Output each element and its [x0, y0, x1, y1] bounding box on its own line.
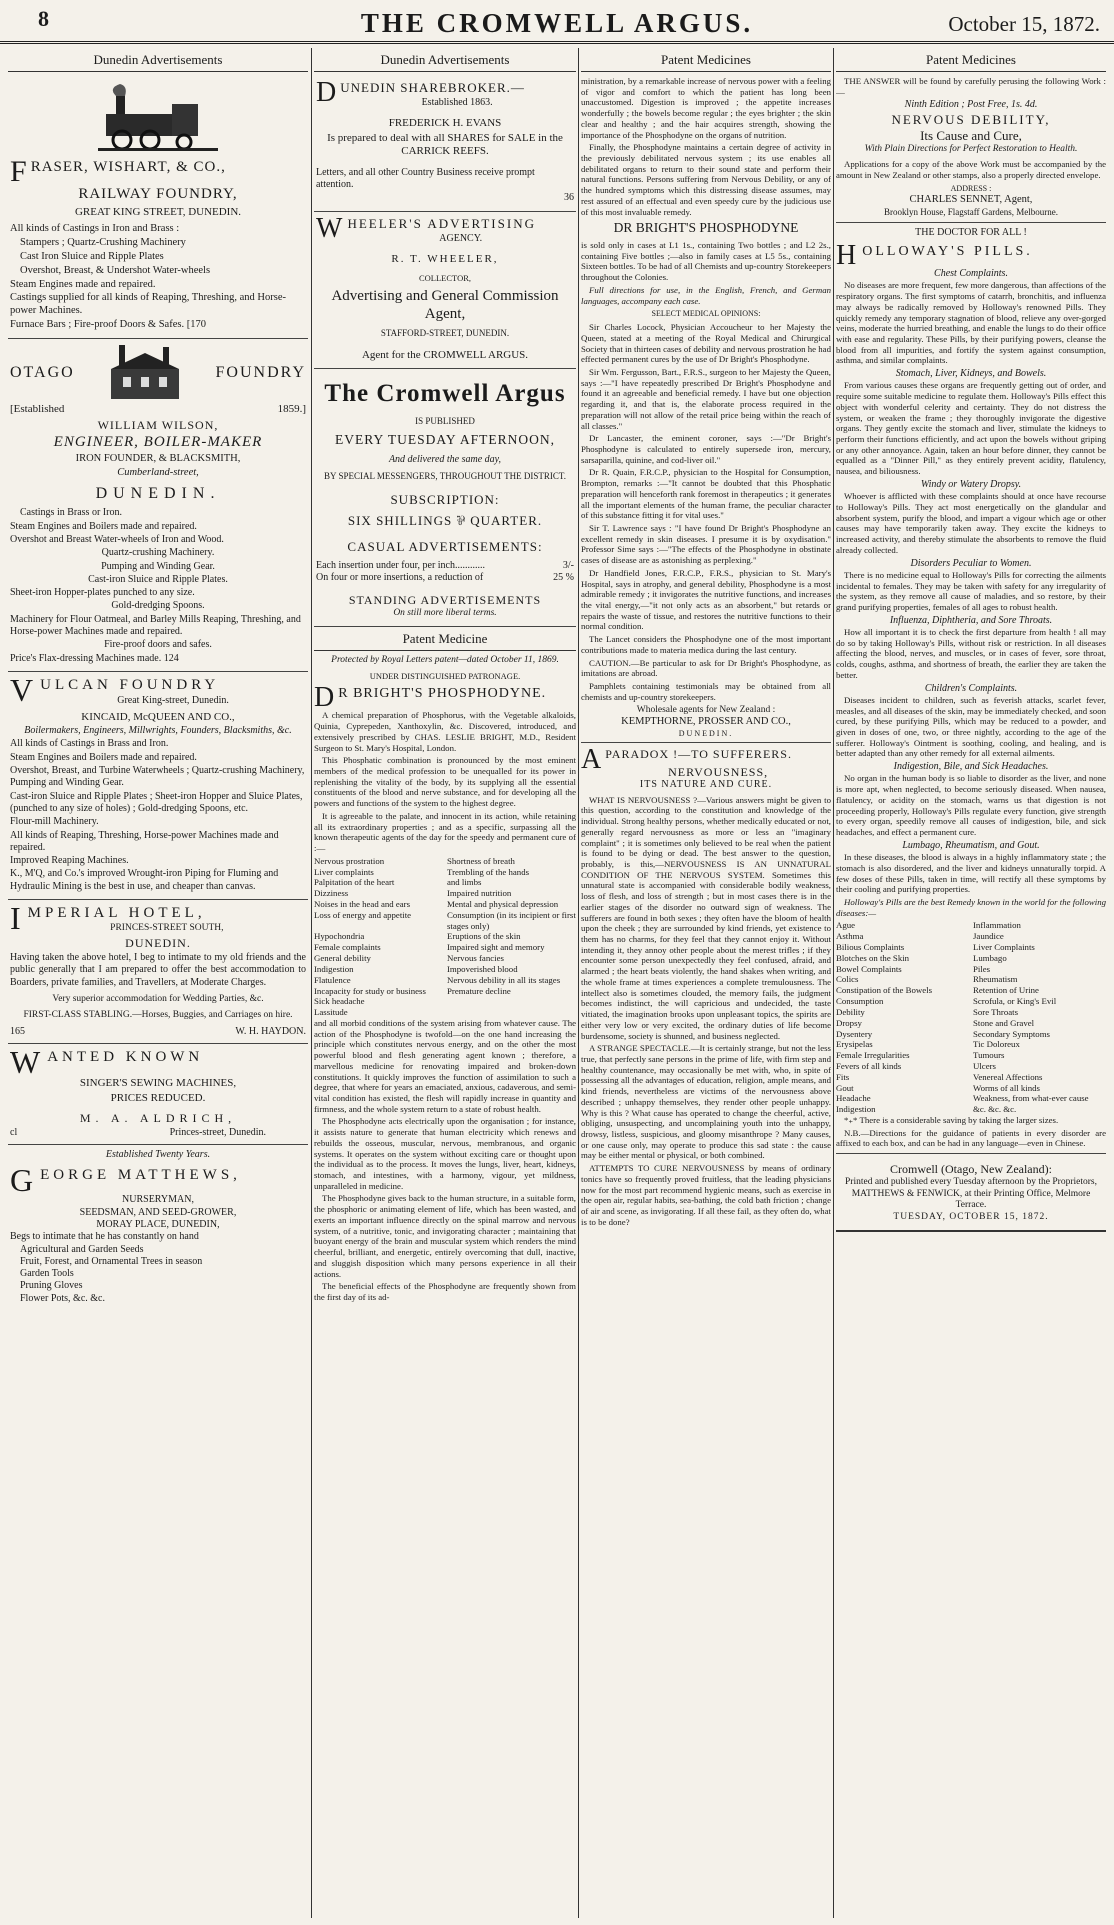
- list-item: Scrofula, or King's Evil: [973, 996, 1057, 1007]
- trades: Boilermakers, Engineers, Millwrights, Founders, Blacksmiths, &c.: [24, 725, 292, 737]
- article-paragraph: A STRANGE SPECTACLE.—It is certainly strange, but not the less true, that perfectly sane persons in the prime of life, with firm step and healthy countenance, may occasionally be met with, who, in spite of possessing all the advantages of education, religion, ample means, and kind friends, nevertheless are victims of the nervousness above described ; unhappy themselves, they render other people unhappy. Why is this ? What cause has operated to change the cheerful, active, obliging, unsuspecting, and uncomplaining youth into the unhappy, drowsy, listless, suspicious, and gloomy misanthrope ? Many causes, or one cause only, may operate to produce this sad state : the cause may be either mental or physical, or both combined.: [581, 1043, 831, 1161]
- article-paragraph: Applications for a copy of the above Work must be accompanied by the amount in New Zealand or other stamps, also a properly directed envelope.: [836, 159, 1106, 181]
- ad-line: Overshot and Breast Water-wheels of Iron and Wood.: [10, 533, 224, 545]
- ad-line: Stampers ; Quartz-Crushing Machinery: [20, 236, 186, 248]
- list-item: Tic Doloreux: [973, 1039, 1020, 1050]
- list-item: Asthma: [836, 931, 864, 942]
- owner-name: WILLIAM WILSON,: [97, 417, 219, 432]
- trade: ENGINEER, BOILER-MAKER: [53, 434, 263, 451]
- article-paragraph: THE ANSWER will be found by carefully perusing the following Work :—: [836, 75, 1106, 97]
- trade-secondary: IRON FOUNDER, & BLACKSMITH,: [75, 452, 241, 464]
- article-paragraph: *₊* There is a considerable saving by taking the larger sizes.: [844, 1115, 1059, 1126]
- opinion: Sir Charles Locock, Physician Accoucheur to her Majesty the Queen, stated at a meeting of the Royal Medical and Chirurgical Society that in thirteen cases of debility and nervous prostration he had effected permanent cures by the use of Dr Bright's Phosphodyne.: [581, 322, 831, 365]
- opinion: The Lancet considers the Phosphodyne one of the most important contributions made to materia medica during the last century.: [581, 634, 831, 655]
- article-paragraph: Finally, the Phosphodyne maintains a certain degree of activity in the previously debilitated nervous system ; its use enables all debilitated organs to return to their sound state and perform their natural functions. Persons suffering from Nervous Debility, or any of the hundred symptoms which this distressing disease assumes, may rest assured of an effectual and even speedy cure by the judicious use of this most invaluable remedy.: [581, 142, 831, 217]
- ad-line: Steam Engines and Boilers made and repaired.: [10, 751, 197, 763]
- imprint: [836, 1156, 1106, 1231]
- ad-line: Sheet-iron Hopper-plates punched to any size.: [10, 587, 195, 599]
- list-item: Colics: [836, 974, 859, 985]
- ad-line: Price's Flax-dressing Machines made. 124: [10, 652, 179, 664]
- list-item: Eruptions of the skin: [447, 931, 521, 942]
- ad-tag: cl: [10, 1127, 18, 1139]
- ad-line: All kinds of Castings in Iron and Brass :: [10, 222, 180, 234]
- cures-list: [314, 856, 576, 1018]
- list-item: Piles: [973, 963, 991, 974]
- rate-label: On four or more insertions, a reduction of: [316, 572, 484, 584]
- vulcan-foundry-ad: [8, 672, 308, 900]
- list-item: Gout: [836, 1082, 854, 1093]
- ad-line: Steam Engines made and repaired.: [10, 278, 156, 290]
- ad-line: Cast Iron Sluice and Ripple Plates: [20, 250, 164, 262]
- list-item: Lassitude: [314, 1007, 348, 1018]
- list-item: Sore Throats: [973, 1006, 1019, 1017]
- article-paragraph: How all important it is to check the first departure from health ! all may do so by taking Holloway's Pills, without risk or restriction. In all diseases affecting the blood, nerves, and muscles, or in cases of fever, sore throat, colds, coughs, asthma, and shortness of breath, the earlier they are taken the better.: [836, 626, 1106, 680]
- rate-label: Each insertion under four, per inch............: [316, 560, 485, 572]
- list-item: Indigestion: [836, 1104, 876, 1115]
- article-paragraph: Pamphlets containing testimonials may be obtained from all chemists and up-country storekeepers.: [581, 681, 831, 702]
- owner-name: FREDERICK H. EVANS: [388, 117, 502, 130]
- ad-line: SEEDSMAN, AND SEED-GROWER,: [79, 1206, 237, 1218]
- list-item: Bilious Complaints: [836, 942, 905, 953]
- list-item: Indigestion: [314, 963, 354, 974]
- article-paragraph: Whoever is afflicted with these complaints should at once have recourse to Holloway's Pills. They act most energetically on the glandular and absorbent system, purify the blood, and impart a vigour which age or other causes may have temporarily taken away. They excite the kidneys to increased activity, and thereby stimulate the absorbents to remove the fluid already collected.: [836, 491, 1106, 555]
- list-item: Ague: [836, 920, 856, 931]
- article-paragraph: There is no medicine equal to Holloway's Pills for correcting the ailments incidental to females. They may be taken with safety for any irregularity of the system, as they remove all cause of maladies, and so restore, by their grand purifying properties, females of all ages to robust health.: [836, 569, 1106, 612]
- list-item: and limbs: [447, 877, 482, 888]
- list-item: Fruit, Forest, and Ornamental Trees in season: [20, 1255, 203, 1267]
- drop-cap: G: [10, 1161, 38, 1198]
- article-paragraph: No organ in the human body is so liable to disorder as the liver, and none is more apt, when neglected, to become seriously diseased. When nausea, flatulency, or acidity on the stomach, warns us that digestion is not proceeding properly, Holloway's Pills regulate every function, give strength to every organ, speedily remove all causes of indigestion, bile, and sick headaches, and effect a permanent cure.: [836, 773, 1106, 838]
- ad-line: Quartz-crushing Machinery.: [101, 547, 215, 559]
- ad-line: IS PUBLISHED: [415, 416, 475, 427]
- owner-name: EORGE MATTHEWS,: [40, 1166, 241, 1183]
- list-item: Stone and Gravel: [973, 1017, 1035, 1028]
- article-paragraph: No diseases are more frequent, few more dangerous, than affections of the respiratory organs. The first symptoms of catarrh, bronchitis, and influenza may always be radically removed by Holloway's renowned Pills. They quickly remedy any temporary stagnation of blood, relieve any over-gorged veins, moderate the hurried breathing, and enable the lungs to do their office with ease and regularity. These Pills, by their purifying powers, cleanse the blood from all impurities, and fortify the system against consumption, asthma, and similar complaints.: [836, 280, 1106, 366]
- subheading: Windy or Watery Dropsy.: [920, 478, 1022, 490]
- imprint-body: Printed and published every Tuesday afternoon by the Proprietors, MATTHEWS & FENWICK, at their Printing Office, Melmore Terrace.: [845, 1176, 1097, 1211]
- ad-heading: THE DOCTOR FOR ALL !: [915, 226, 1027, 238]
- list-item: Consumption: [836, 996, 884, 1007]
- list-item: [447, 996, 576, 1007]
- column-1: [8, 48, 308, 1918]
- street: Princes-street, Dunedin.: [169, 1127, 266, 1139]
- list-item: Hypochondria: [314, 931, 365, 942]
- list-item: Dropsy: [836, 1017, 862, 1028]
- article-paragraph: Full directions for use, in the English, French, and German languages, accompany each case.: [581, 284, 831, 306]
- list-item: Dizziness: [314, 888, 349, 899]
- ad-line: Improved Reaping Machines.: [10, 855, 129, 867]
- street: STAFFORD-STREET, DUNEDIN.: [380, 327, 510, 338]
- argus-logo: The Cromwell Argus: [324, 380, 566, 408]
- ad-line: Fire-proof doors and safes.: [104, 639, 212, 651]
- subheading: Stomach, Liver, Kidneys, and Bowels.: [895, 368, 1047, 380]
- column-divider: [833, 48, 834, 1918]
- list-item: Blotches on the Skin: [836, 952, 910, 963]
- list-item: Impaired nutrition: [447, 888, 512, 899]
- subheading: Chest Complaints.: [934, 268, 1008, 280]
- hotel-name: MPERIAL HOTEL,: [27, 905, 206, 922]
- owner-name: W. H. HAYDON.: [235, 1026, 306, 1038]
- book-subtitle: Its Cause and Cure,: [920, 127, 1022, 143]
- foundry-engraving: [105, 343, 185, 403]
- street: Cumberland-street,: [117, 466, 199, 478]
- standing-heading: STANDING ADVERTISEMENTS: [348, 592, 542, 607]
- opinion: Dr Lancaster, the eminent coroner, says :—"Dr Bright's Phosphodyne is calculated to entirely supersede iron, mercury, sarsaparilla, quinine, and cod-liver oil.": [581, 433, 831, 465]
- ad-line: And delivered the same day,: [388, 453, 502, 465]
- imprint-date: TUESDAY, OCTOBER 15, 1872.: [893, 1211, 1049, 1222]
- article-paragraph: N.B.—Directions for the guidance of patients in every disorder are affixed to each box, and can be had in any language—even in Chinese.: [836, 1128, 1106, 1154]
- article-paragraph: and all morbid conditions of the system arising from whatever cause. The action of the Phosphodyne is twofold—on the one hand increasing the principle which constitutes nervous energy, and on the other the most powerful blood and flesh generating agent known ; therefore, a marvellous medicine for renovating impaired and broken-down constitutions. It quickly improves the function of assimilation to such a degree, that where for years an emaciated, anxious, cadaverous, and semi-vital condition has existed, the flesh will rapidly increase in quantity and firmness, and the whole system return to a state of robust health.: [314, 1017, 576, 1114]
- fraser-wishart-ad: [8, 76, 308, 339]
- article-paragraph: WHAT IS NERVOUSNESS ?—Various answers might be given to this question, according to the constitution and knowledge of the individual. Strong healthy persons, whether medically educated or not, generally regard nervousness as more or less an "imaginary complaint" ; it is sometimes only believed to be real when the patient is found to be dying or dead. The best answer to the question, probably, is this,—NERVOUSNESS IS AN UNNATURAL CONDITION OF THE NERVOUS SYSTEM. Sometimes this unnatural state is accompanied with considerable bodily weakness, loss of flesh, and loss of strength ; but in most cases there is in the earlier stages of the disorder no outward sign of weakness. The sufferers are found in both sexes ; they often have the bloom of health upon the cheek ; they are surrounded by kind friends, yet existence to them has no charms, for they feel that they cannot enjoy it. Without intending it, they annoy other people about the merest trifles ; if they encounter some person unexpectedly they feel confused, afraid, and alarmed ; the heart beats violently, the hand shakes when writing, and the whole frame at times experiences a complete tremulousness. The intellect also is sometimes clouded, the memory fails, the judgment becomes indistinct, the will capricious and undecided, the taste vitiated, the imagination brooks upon unpleasant topics, the spirits are either very low or very excited, the ordinary duties of life become burdensome, society is shunned, and business neglected.: [581, 794, 831, 1041]
- established-label: [Established: [10, 403, 65, 416]
- list-item: Palpitation of the heart: [314, 877, 395, 888]
- list-item: [447, 1007, 576, 1018]
- issue-date: October 15, 1872.: [948, 12, 1100, 36]
- article-paragraph: This Phosphatic combination is pronounced by the most eminent members of the medical profession to be unequalled for its power in replenishing the vitality of the body, by its supplying all the essential constituents of the blood and nerve substance, and for developing all the powers and functions of the system to the highest degree.: [314, 755, 576, 809]
- column-divider: [578, 48, 579, 1918]
- article-paragraph: The Phosphodyne acts electrically upon the organisation ; for instance, it assists nature to generate that human electricity which renews and rebuilds the osseous, muscular, nervous, membranous, and organic systems. It operates on the system without exciting care or thought upon the individual as to the process. It moves the lungs, liver, heart, kidneys, stomach, and intestines, with a harmony, vigour, yet mildness, unparalleled in medicine.: [314, 1116, 576, 1191]
- list-item: Nervous fancies: [447, 953, 504, 964]
- otago-word: OTAGO: [10, 364, 75, 382]
- agent-city: DUNEDIN.: [581, 729, 831, 743]
- ad-line: Cast-iron Sluice and Ripple Plates ; Sheet-iron Hopper and Sluice Plates, (punched to any size of holes) ; Gold-dredging Spoons, etc.: [10, 790, 303, 814]
- ad-line: Castings in Brass or Iron.: [20, 507, 122, 519]
- list-item: Constipation of the Bowels: [836, 985, 933, 996]
- opinion: Sir Wm. Fergusson, Bart., F.R.S., surgeon to her Majesty the Queen, says :—"I have repeatedly prescribed Dr Bright's Phosphodyne and found it an agreeable and beneficial remedy. I have but one objection regarding it, and that is, the elaborate process required in the preparation will not allow of the retail price being within the reach of all classes.": [581, 366, 831, 431]
- opinion: Dr R. Quain, F.R.C.P., physician to the Hospital for Consumption, Brompton, remarks :—"It cannot be doubted that this Phosphatic preparation will henceforth rank foremost in therapeutics ; it generates all the important elements of the human frame, the peculiar character of this substance fitting it for vital uses.": [581, 467, 831, 521]
- ad-line: Gold-dredging Spoons.: [111, 600, 205, 612]
- wanted-known-ad: [8, 1044, 308, 1145]
- drop-cap: D: [316, 76, 338, 108]
- article-heading: DR BRIGHT'S PHOSPHODYNE: [613, 220, 799, 236]
- ad-line: K., M'Q, and Co.'s improved Wrought-iron Piping for Fluming and Hydraulic Mining is the best in use, and cheaper than canvas.: [10, 868, 279, 892]
- article-paragraph: ATTEMPTS TO CURE NERVOUSNESS by means of ordinary tonics have so frequently proved fruitless, that the leading physicians now for the most part recommend hygienic means, such as exercise in the open air, regular habits, sea-bathing, the cold bath friction ; change of air and scene, as invigorating. If all these fail, as they often do, what is to be done?: [581, 1163, 831, 1227]
- drop-cap: A: [581, 743, 603, 775]
- page-number: 8: [38, 6, 49, 31]
- list-item: Female complaints: [314, 942, 381, 953]
- article-paragraph: From various causes these organs are frequently getting out of order, and require some suitable medicine to regulate them. Holloway's Pills effect this object with wonderful celerity and certainty. They do not distress the system, or weaken the frame ; they thoroughly invigorate the digestive organs. They gently excite the stomach and liver, stimulate the kidneys to perform their functions efficiently, and act upon the bowels without griping or any other annoyance. Again, taken an hour before dinner, they cannot be equalled as a "Dinner Pill," as they entirely prevent acidity, flatulency, nausea, and biliousness.: [836, 380, 1106, 477]
- list-item: Fits: [836, 1071, 850, 1082]
- column-4: [836, 48, 1106, 1918]
- subheading: Influenza, Diphtheria, and Sore Throats.: [889, 614, 1053, 626]
- imprint-title: Cromwell (Otago, New Zealand):: [890, 1162, 1052, 1177]
- agent-name: KEMPTHORNE, PROSSER AND CO.,: [621, 716, 791, 728]
- opinions-heading: SELECT MEDICAL OPINIONS:: [651, 309, 761, 319]
- diseases-list: [836, 920, 1106, 1115]
- ad-line: Castings supplied for all kinds of Reaping, Threshing, and Horse-power Machines.: [10, 292, 286, 317]
- article-paragraph: It is agreeable to the palate, and innocent in its action, while retaining all its extraordinary properties ; and as a specific, surpassing all the known therapeutic agents of the day for the speedy and permanent cure of :—: [314, 810, 576, 854]
- article-paragraph: is sold only in cases at L1 1s., containing Two bottles ; and L2 2s., containing Five bottles ;—also in family cases at L5 5s., containing Sixteen bottles. To be had of all Chemists and up-country Storekeepers throughout the Colonies.: [581, 239, 831, 283]
- list-item: Lumbago: [973, 952, 1007, 963]
- imperial-hotel-ad: [8, 900, 308, 1044]
- subheading: Disorders Peculiar to Women.: [910, 557, 1032, 569]
- list-item: Garden Tools: [20, 1268, 74, 1280]
- established: Established Twenty Years.: [105, 1149, 211, 1161]
- city: DUNEDIN.: [95, 484, 221, 502]
- list-item: Consumption (in its incipient or first stages only): [447, 909, 576, 931]
- ad-line: SINGER'S SEWING MACHINES,: [79, 1077, 237, 1090]
- owner-name: R. T. WHEELER,: [391, 252, 499, 265]
- book-title: NERVOUS DEBILITY,: [891, 111, 1051, 127]
- hotel-body: Having taken the above hotel, I beg to intimate to my old friends and the public generally that I am prepared to offer the best accommodation to Boarders, private families, and Travellers, at Moderate Charges.: [10, 951, 306, 988]
- locomotive-engraving: [98, 84, 218, 154]
- foundry-name: ULCAN FOUNDRY: [40, 676, 220, 693]
- caution: CAUTION.—Be particular to ask for Dr Bright's Phosphodyne, as imitations are abroad.: [581, 657, 831, 679]
- article-paragraph: The Phosphodyne gives back to the human structure, in a suitable form, the phosphoric or animating element of life, which has been wasted, and exerts an important influence directly on the spinal marrow and nervous system, of a nutritive, tonic, and invigorating character ; maintaining that buoyant energy of the brain and muscular system which renders the mind cheerful, brilliant, and energetic, entirely overcoming that dull, inactive, and sluggish disposition which many persons experience in all their actions.: [314, 1193, 576, 1279]
- list-item: Fevers of all kinds: [836, 1060, 902, 1071]
- list-item: Retention of Urine: [973, 985, 1039, 996]
- list-item: Impaired sight and memory: [447, 942, 545, 953]
- ad-line: BY SPECIAL MESSENGERS, THROUGHOUT THE DISTRICT.: [324, 471, 566, 482]
- drop-cap: H: [836, 239, 860, 271]
- list-item: Worms of all kinds: [973, 1082, 1040, 1093]
- agent-name: CHARLES SENNET, Agent,: [909, 193, 1033, 205]
- otago-foundry-ad: [8, 339, 308, 672]
- established: Established 1863.: [421, 96, 493, 108]
- matthews-ad: [8, 1145, 308, 1309]
- list-item: Pruning Gloves: [20, 1280, 83, 1292]
- trade: Advertising and General Commission Agent,: [331, 287, 559, 323]
- ad-line: Letters, and all other Country Business receive prompt attention.: [316, 166, 535, 191]
- ad-number: 165: [10, 1026, 25, 1038]
- section-heading: Patent Medicines: [836, 48, 1106, 72]
- sharebroker-ad: [314, 76, 576, 212]
- list-item: Inflammation: [973, 920, 1021, 931]
- section-heading: Patent Medicine: [314, 627, 576, 651]
- argus-subscription-ad: [314, 369, 576, 627]
- rate-value: 3/-: [562, 560, 574, 572]
- casual-heading: CASUAL ADVERTISEMENTS:: [347, 539, 543, 555]
- ad-line: Overshot, Breast, and Turbine Waterwheels ; Quartz-crushing Machinery, Pumping and Winding Gear.: [10, 765, 305, 789]
- list-item: Erysipelas: [836, 1039, 873, 1050]
- list-item: Bowel Complaints: [836, 963, 902, 974]
- opinion: Dr Handfield Jones, F.R.C.P., F.R.S., physician to St. Mary's Hospital, says in atrophy, and general debility, Phosphodyne is a most admirable remedy ; it invigorates the nutritive functions, and increases the vital energy,—"it not only acts as an absorbent," but retards or repairs the waste of tissue, and restores the nutritive functions to their normal condition.: [581, 567, 831, 632]
- article-paragraph: A chemical preparation of Phosphorus, with the Vegetable alkaloids, Quinia, Cyprepeden, Xanthoxylin, &c. Discovered, introduced, and extensively prescribed by CHAS. LESLIE BRIGHT, M.D., Resident Surgeon to St. Mary's Hospital, London.: [314, 710, 576, 753]
- masthead: [0, 0, 1114, 44]
- ad-line: NURSERYMAN,: [122, 1194, 194, 1206]
- column-divider: [311, 48, 312, 1918]
- ad-title: HEELER'S ADVERTISING: [347, 215, 536, 231]
- subscription-heading: SUBSCRIPTION:: [390, 492, 500, 508]
- section-heading: Dunedin Advertisements: [314, 48, 576, 72]
- list-item: Dysentery: [836, 1028, 873, 1039]
- owner-name: M. A. ALDRICH,: [79, 1111, 237, 1126]
- article-paragraph: Diseases incident to children, such as feverish attacks, scarlet fever, measles, and all diseases of the skin, may be immediately checked, and soon cured, by these purifying Pills, which may be reduced to a powder, and given in doses of one, two, or three nightly, according to the age of the sufferer. Holloway's Ointment is soothing, cooling, and healing, and is better adapted than any other remedy for all external ailments.: [836, 694, 1106, 759]
- list-item: Female Irregularities: [836, 1050, 910, 1061]
- list-intro: Holloway's Pills are the best Remedy known in the world for the following diseases:—: [836, 896, 1106, 918]
- drop-cap: F: [10, 154, 28, 188]
- ad-number: 36: [564, 192, 574, 204]
- list-item: Liver complaints: [314, 866, 374, 877]
- patent-notice: Protected by Royal Letters patent—dated October 11, 1869.: [331, 655, 559, 666]
- article-subtitle: ITS NATURE AND CURE.: [639, 779, 773, 791]
- ad-title: UNEDIN SHAREBROKER.—: [340, 79, 525, 95]
- list-item: Headache: [836, 1093, 871, 1104]
- ad-line: All kinds of Castings in Brass and Iron.: [10, 738, 169, 750]
- list-item: Venereal Affections: [973, 1071, 1043, 1082]
- drop-cap: D: [314, 682, 336, 714]
- list-item: Flower Pots, &c. &c.: [20, 1292, 105, 1304]
- subheading: Children's Complaints.: [924, 682, 1018, 694]
- drop-cap: V: [10, 671, 38, 708]
- column-3: [581, 48, 831, 1918]
- book-tagline: With Plain Directions for Perfect Restoration to Health.: [864, 143, 1078, 154]
- wholesale-label: Wholesale agents for New Zealand :: [636, 704, 776, 715]
- subheading: Lumbago, Rheumatism, and Gout.: [902, 839, 1040, 851]
- drop-cap: W: [10, 1044, 45, 1081]
- subheading: Indigestion, Bile, and Sick Headaches.: [893, 761, 1049, 773]
- list-item: Liver Complaints: [973, 942, 1035, 953]
- list-item: Nervous debility in all its stages: [447, 974, 561, 985]
- list-item: Incapacity for study or business: [314, 985, 426, 996]
- list-item: Tumours: [973, 1050, 1005, 1061]
- ad-line: EVERY TUESDAY AFTERNOON,: [335, 432, 555, 448]
- ad-title: R BRIGHT'S PHOSPHODYNE.: [338, 686, 547, 702]
- article-title: NERVOUSNESS,: [668, 764, 769, 779]
- opinion: Sir T. Lawrence says : "I have found Dr Bright's Phosphodyne an excellent remedy in skin diseases. I presume it is by oxydisation." Professor Sime says :—"The effects of the Phosphodyne in obstinate cases of disease are as astonishing as perplexing.": [581, 523, 831, 566]
- ad-body: Is prepared to deal with all SHARES for SALE in the CARRICK REEFS.: [327, 131, 563, 158]
- list-item: Debility: [836, 1006, 865, 1017]
- list-item: Secondary Symptoms: [973, 1028, 1050, 1039]
- foundry-address: GREAT KING STREET, DUNEDIN.: [74, 206, 242, 219]
- agent-address: Brooklyn House, Flagstaff Gardens, Melbourne.: [836, 207, 1106, 223]
- list-item: Jaundice: [973, 931, 1004, 942]
- list-item: Agricultural and Garden Seeds: [20, 1243, 144, 1255]
- list-item: Mental and physical depression: [447, 899, 559, 910]
- article-paragraph: In these diseases, the blood is always in a highly inflammatory state ; the stomach is also disordered, and the liver and kidneys unnaturally torpid. A few doses of these Pills, taken in time, will rectify all these symptoms by their cooling and purifying properties.: [836, 852, 1106, 895]
- ad-line: Begs to intimate that he has constantly on hand: [10, 1231, 199, 1243]
- ad-line: AGENCY.: [439, 232, 483, 244]
- drop-cap: I: [10, 900, 25, 937]
- ad-line: Machinery for Flour Oatmeal, and Barley Mills Reaping, Threshing, and Horse-power Machines made and repaired.: [10, 613, 301, 638]
- list-item: Sick headache: [314, 996, 365, 1007]
- street: Great King-street, Dunedin.: [117, 695, 229, 707]
- ad-line: Cast-iron Sluice and Ripple Plates.: [88, 573, 228, 585]
- ad-title: OLLOWAY'S PILLS.: [862, 243, 1033, 259]
- ad-line: Flour-mill Machinery.: [10, 816, 99, 828]
- firm-name: RASER, WISHART, & CO.,: [30, 158, 226, 175]
- list-item: General debility: [314, 953, 371, 964]
- list-item: Nervous prostration: [314, 855, 385, 866]
- established-year: 1859.]: [277, 403, 306, 416]
- standing-note: On still more liberal terms.: [393, 608, 497, 619]
- ad-line: PRICES REDUCED.: [110, 1091, 206, 1104]
- street: PRINCES-STREET SOUTH,: [110, 923, 224, 934]
- city: DUNEDIN.: [125, 936, 191, 951]
- hotel-rooms: Very superior accommodation for Wedding Parties, &c.: [52, 993, 264, 1004]
- newspaper-title: THE CROMWELL ARGUS.: [360, 8, 754, 38]
- list-item: Impoverished blood: [447, 963, 518, 974]
- role: COLLECTOR,: [418, 272, 472, 283]
- subscription-price: SIX SHILLINGS ⅌ QUARTER.: [347, 513, 543, 529]
- list-item: Ulcers: [973, 1060, 996, 1071]
- list-item: Noises in the head and ears: [314, 899, 411, 910]
- section-heading: Patent Medicines: [581, 48, 831, 72]
- edition: Ninth Edition ; Post Free, 1s. 4d.: [904, 99, 1038, 111]
- foundry-name: RAILWAY FOUNDRY,: [78, 185, 238, 202]
- wheeler-agency-ad: [314, 212, 576, 370]
- foundry-word: FOUNDRY: [215, 364, 306, 382]
- list-item: Flatulence: [314, 974, 351, 985]
- section-heading: Dunedin Advertisements: [8, 48, 308, 72]
- drop-cap: W: [316, 212, 345, 244]
- ad-title: ANTED KNOWN: [47, 1049, 204, 1066]
- agent-line: Agent for the CROMWELL ARGUS.: [361, 348, 529, 361]
- list-item: Loss of energy and appetite: [314, 909, 412, 920]
- list-item: Premature decline: [447, 985, 511, 996]
- ad-title: PARADOX !—TO SUFFERERS.: [605, 746, 792, 761]
- ad-line: Overshot, Breast, & Undershot Water-wheels: [20, 264, 211, 276]
- rate-value: 25 %: [553, 572, 574, 584]
- list-item: Rheumatism: [973, 974, 1018, 985]
- firm-name: KINCAID, McQUEEN AND CO.,: [81, 710, 235, 723]
- ad-line: Pumping and Winding Gear.: [101, 560, 215, 572]
- article-paragraph: ministration, by a remarkable increase of nervous power with a feeling of vigor and comfort to which the patient has long been unaccustomed. Digestion is improved ; the appetite increases wonderfully ; the bowels become regular ; the eyes brighter ; the skin clear and healthy ; and the hair acquires strength, showing the importance of the Phosphodyne on the organs of nutrition.: [581, 75, 831, 140]
- address-label: ADDRESS :: [950, 183, 992, 193]
- patronage: UNDER DISTINGUISHED PATRONAGE.: [369, 670, 521, 681]
- ad-line: All kinds of Reaping, Threshing, Horse-power Machines made and repaired.: [10, 829, 279, 853]
- list-item: Shortness of breath: [447, 855, 515, 866]
- column-2: [314, 48, 576, 1918]
- ad-line: Furnace Bars ; Fire-proof Doors & Safes. [170: [10, 319, 206, 331]
- list-item: Weakness, from what-ever cause: [973, 1093, 1089, 1104]
- ad-line: MORAY PLACE, DUNEDIN,: [96, 1219, 220, 1230]
- list-item: Trembling of the hands: [447, 866, 530, 877]
- list-item: &c. &c. &c.: [973, 1104, 1017, 1115]
- ad-line: Steam Engines and Boilers made and repaired.: [10, 520, 197, 532]
- hotel-stabling: FIRST-CLASS STABLING.—Horses, Buggies, and Carriages on hire.: [23, 1010, 293, 1021]
- article-paragraph: The beneficial effects of the Phosphodyne are frequently shown from the first day of its ad-: [314, 1281, 576, 1302]
